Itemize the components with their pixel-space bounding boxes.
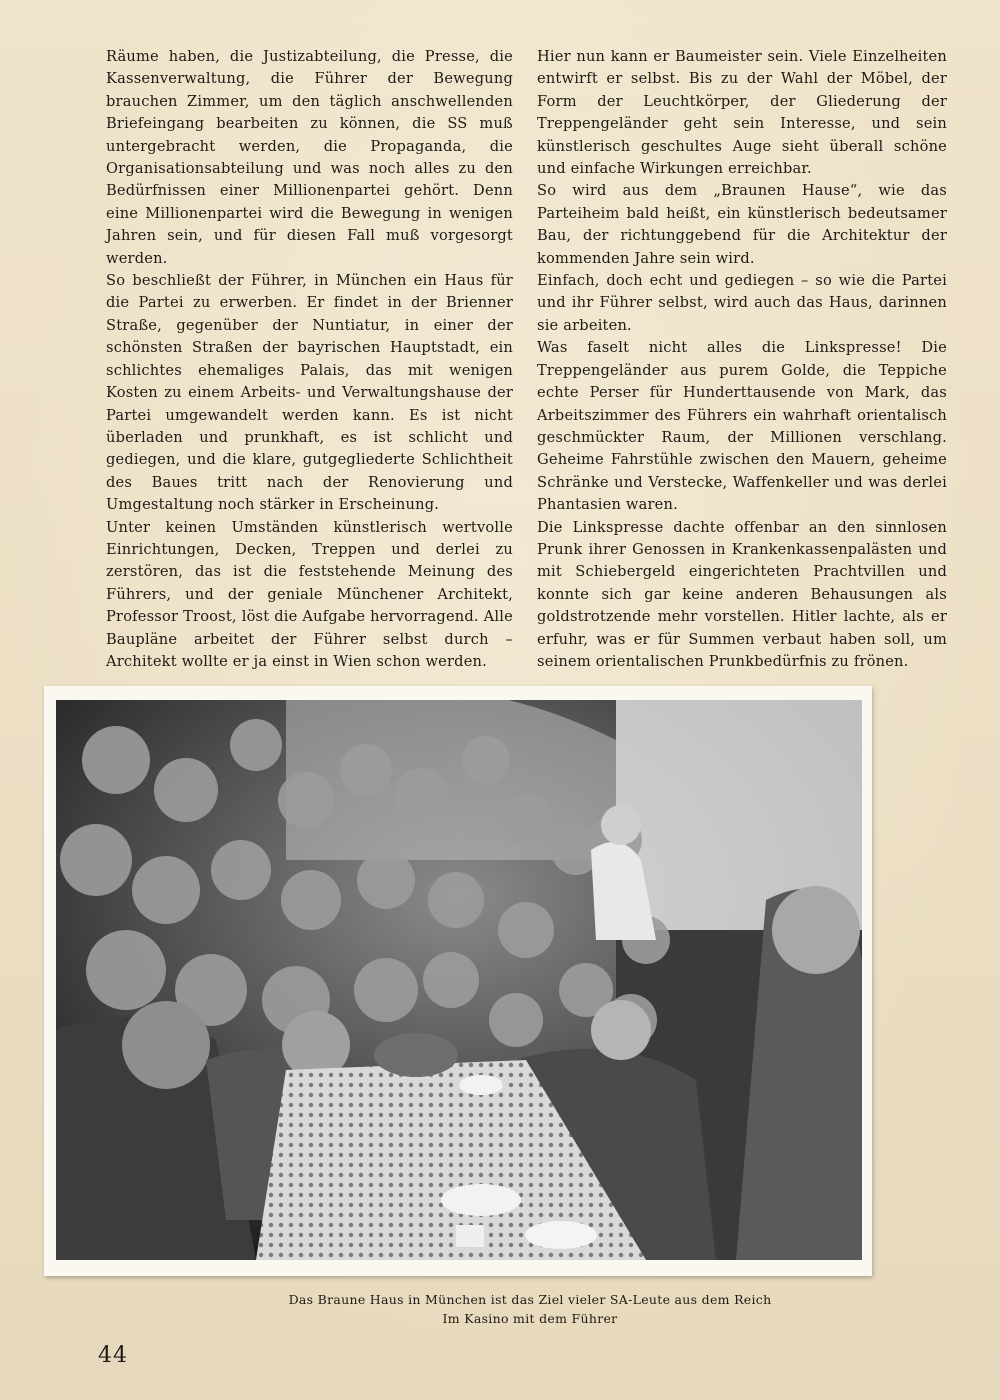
- text-column-right: [537, 46, 947, 673]
- photo-caption: [200, 1290, 860, 1328]
- paragraph: Was faselt nicht alles die Linkspresse! Die Treppengeländer aus purem Golde, die Teppiche echte Perser für Hunderttausende von Mark, das Arbeitszimmer des Führers ein wahrhaft orientalisch geschmückter Raum, der Millionen verschlang. Geheime Fahrstühle zwischen den Mauern, geheime Schränke und Verstecke, Waffenkeller und was derlei Phantasien waren.: [537, 339, 947, 514]
- group-photograph: [56, 700, 862, 1260]
- paragraph: Einfach, doch echt und gediegen – so wie die Partei und ihr Führer selbst, wird auch das Haus, darinnen sie arbeiten.: [537, 272, 947, 334]
- paragraph: Die Linkspresse dachte offenbar an den sinnlosen Prunk ihrer Genossen in Krankenkassenpalästen und mit Schiebergeld eingerichteten Prachtvillen und konnte sich gar keine anderen Behausungen als goldstrotzende mehr vorstellen. Hitler lachte, als er erfuhr, was er für Summen verbaut haben soll, um seinem orientalischen Prunkbedürfnis zu frönen.: [537, 518, 947, 670]
- paragraph: So beschließt der Führer, in München ein Haus für die Partei zu erwerben. Er findet in der Brienner Straße, gegenüber der Nuntiatur, in einer der schönsten Straßen der bayrischen Hauptstadt, ein schlichtes ehemaliges Palais, das mit wenigen Kosten zu einem Arbeits- und Verwaltungshause der Partei umgewandelt werden kann. Es ist nicht überladen und prunkhaft, es ist schlicht und gediegen, und die klare, gutgegliederte Schlichtheit des Baues tritt nach der Renovierung und Umgestaltung noch stärker in Erscheinung.: [106, 272, 513, 514]
- caption-line-1: Das Braune Haus in München ist das Ziel vieler SA-Leute aus dem Reich: [288, 1292, 772, 1307]
- paragraph: So wird aus dem „Braunen Hause“, wie das Parteiheim bald heißt, ein künstlerisch bedeutsamer Bau, der richtunggebend für die Architektur der kommenden Jahre sein wird.: [537, 182, 947, 267]
- paragraph: Räume haben, die Justizabteilung, die Presse, die Kassenverwaltung, die Führer der Bewegung brauchen Zimmer, um den täglich anschwellenden Briefeingang bearbeiten zu können, die SS muß untergebracht werden, die Propaganda, die Organisationsabteilung und was noch alles zu den Bedürfnissen einer Millionenpartei gehört. Denn eine Millionenpartei wird die Bewegung in wenigen Jahren sein, und für diesen Fall muß vorgesorgt werden.: [106, 48, 513, 267]
- paragraph: Hier nun kann er Baumeister sein. Viele Einzelheiten entwirft er selbst. Bis zu der Wahl der Möbel, der Form der Leuchtkörper, der Gliederung der Treppengeländer geht sein Interesse, und sein künstlerisch geschultes Auge sieht überall schöne und einfache Wirkungen erreichbar.: [537, 48, 947, 178]
- caption-line-2: Im Kasino mit dem Führer: [442, 1311, 618, 1326]
- paragraph: Unter keinen Umständen künstlerisch wertvolle Einrichtungen, Decken, Treppen und derlei zu zerstören, das ist die feststehende Meinung des Führers, und der geniale Münchener Architekt, Professor Troost, löst die Aufgabe hervorragend. Alle Baupläne arbeitet der Führer selbst durch – Architekt wollte er ja einst in Wien schon werden.: [106, 518, 513, 670]
- text-column-left: [106, 46, 513, 673]
- page-number: 44: [98, 1343, 128, 1368]
